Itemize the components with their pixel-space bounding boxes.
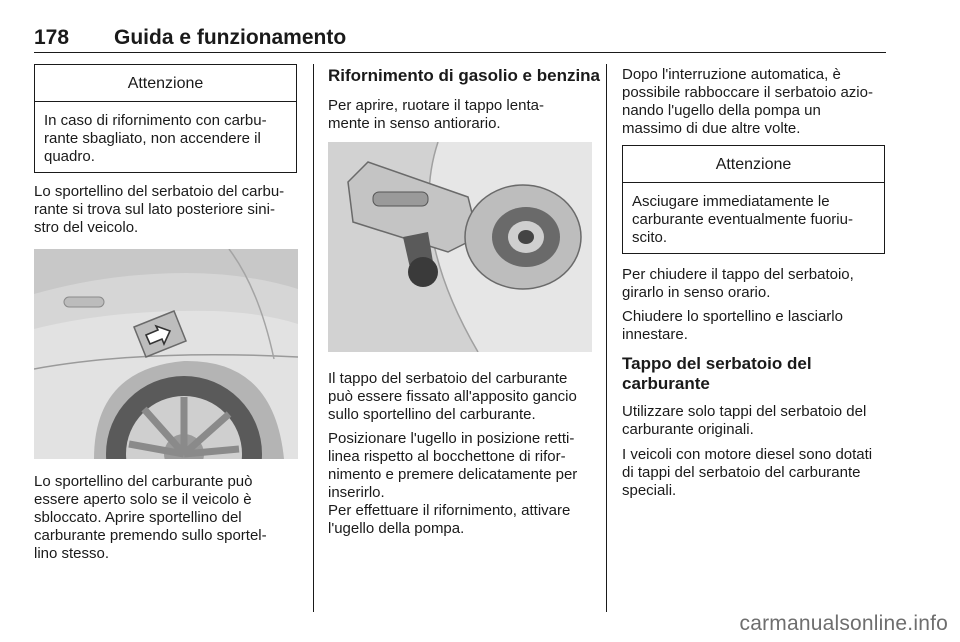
subsection-heading (622, 354, 894, 394)
text-line: nimento e premere delicatamente per (328, 466, 578, 483)
watermark: carmanualsonline.info (739, 612, 948, 635)
paragraph (328, 502, 600, 538)
text-line: quadro. (44, 148, 95, 165)
paragraph (34, 473, 304, 563)
text-line: Dopo l'interruzione automatica, è (622, 66, 841, 83)
paragraph (622, 403, 894, 439)
paragraph (34, 183, 304, 237)
text-line: di tappi del serbatoio del carburante (622, 464, 861, 481)
text-line: speciali. (622, 482, 677, 499)
text-line: carburante premendo sullo sportel- (34, 527, 267, 544)
column-divider (606, 64, 607, 612)
text-line: essere aperto solo se il veicolo è (34, 491, 252, 508)
text-line: In caso di rifornimento con carbu- (44, 112, 267, 129)
fuel-filler-drawing (328, 142, 592, 352)
text-line: stro del veicolo. (34, 219, 139, 236)
paragraph (622, 308, 894, 344)
section-title: Guida e funzionamento (114, 26, 347, 49)
paragraph (328, 370, 600, 424)
text-line: possibile rabboccare il serbatoio azio- (622, 84, 873, 101)
text-line: Per aprire, ruotare il tappo lenta- (328, 97, 544, 114)
text-line: scito. (632, 229, 668, 246)
section-heading: Rifornimento di gasolio e benzina (328, 66, 601, 85)
paragraph (328, 430, 600, 502)
text-line: girarlo in senso orario. (622, 284, 771, 301)
text-line: può essere fissato all'apposito gancio (328, 388, 577, 405)
text-line: Lo sportellino del serbatoio del carbu- (34, 183, 285, 200)
car-side-drawing (34, 249, 298, 459)
text-line: I veicoli con motore diesel sono dotati (622, 446, 873, 463)
heading-line: carburante (622, 374, 710, 393)
text-line: Il tappo del serbatoio del carburante (328, 370, 568, 387)
page-header (34, 22, 886, 53)
text-line: innestare. (622, 326, 688, 343)
text-line: Posizionare l'ugello in posizione retti- (328, 430, 575, 447)
text-line: inserirlo. (328, 484, 385, 501)
text-line: nando l'ugello della pompa un (622, 102, 821, 119)
text-line: Lo sportellino del carburante può (34, 473, 253, 490)
text-line: rante sbagliato, non accendere il (44, 130, 261, 147)
text-line: lino stesso. (34, 545, 110, 562)
text-line: carburante originali. (622, 421, 754, 438)
text-line: l'ugello della pompa. (328, 520, 465, 537)
notice-box (34, 64, 297, 173)
paragraph (328, 97, 598, 133)
text-line: Asciugare immediatamente le (632, 193, 830, 210)
notice-title: Attenzione (623, 146, 884, 183)
paragraph (622, 66, 894, 138)
text-line: rante si trova sul lato posteriore sini- (34, 201, 275, 218)
paragraph (622, 446, 894, 500)
notice-text (35, 102, 296, 166)
notice-box (622, 145, 885, 254)
text-line: Per chiudere il tappo del serbatoio, (622, 266, 854, 283)
paragraph (622, 266, 894, 302)
text-line: Utilizzare solo tappi del serbatoio del (622, 403, 867, 420)
text-line: sbloccato. Aprire sportellino del (34, 509, 242, 526)
notice-title: Attenzione (35, 65, 296, 102)
text-line: mente in senso antiorario. (328, 115, 501, 132)
text-line: linea rispetto al bocchettone di rifor- (328, 448, 566, 465)
column-divider (313, 64, 314, 612)
heading-line: Tappo del serbatoio del (622, 354, 812, 373)
page-number: 178 (34, 26, 70, 49)
text-line: massimo di due altre volte. (622, 120, 801, 137)
text-line: carburante eventualmente fuoriu- (632, 211, 853, 228)
text-line: Per effettuare il rifornimento, attivare (328, 502, 571, 519)
car-rear-side-illustration (34, 249, 298, 459)
fuel-cap-illustration (328, 142, 592, 352)
text-line: Chiudere lo sportellino e lasciarlo (622, 308, 843, 325)
text-line: sullo sportellino del carburante. (328, 406, 536, 423)
notice-text (623, 183, 884, 247)
